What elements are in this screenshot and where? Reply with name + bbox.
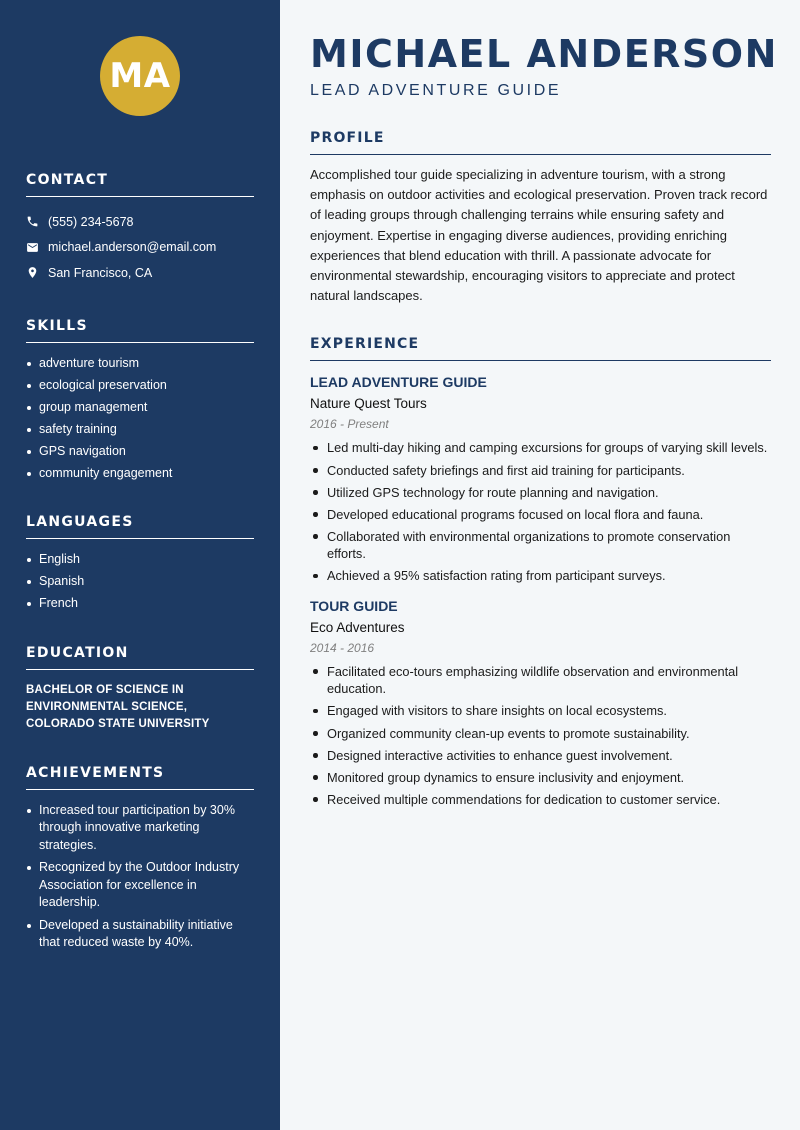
job-bullet: Facilitated eco-tours emphasizing wildlife observation and environmental education. — [310, 663, 771, 698]
languages-heading: LANGUAGES — [26, 514, 254, 539]
experience-section — [310, 336, 771, 808]
profile-text: Accomplished tour guide specializing in adventure tourism, with a strong emphasis on outdoor activities and ecological preservation. Proven track record of leading groups through challenging terrains while ensuring safety and enjoyment. Expertise in engaging diverse audiences, providing enriching experiences that blend education with thrill. A passionate advocate for environmental stewardship, encouraging visitors to appreciate and protect natural landscapes. — [310, 167, 768, 304]
job-bullet: Monitored group dynamics to ensure inclusivity and enjoyment. — [310, 769, 771, 787]
job-bullets — [310, 663, 771, 808]
job-bullet: Developed educational programs focused on local flora and fauna. — [310, 506, 771, 524]
skills-heading: SKILLS — [26, 318, 254, 343]
main-content — [280, 0, 800, 1130]
contact-email — [26, 235, 254, 261]
language-item: French — [26, 595, 254, 613]
profile-heading: PROFILE — [310, 130, 771, 155]
job-bullets — [310, 439, 771, 584]
phone-text: (555) 234-5678 — [48, 214, 134, 229]
email-text: michael.anderson@email.com — [48, 240, 217, 255]
job-bullet: Organized community clean-up events to promote sustainability. — [310, 725, 771, 743]
job-bullet: Received multiple commendations for dedication to customer service. — [310, 791, 771, 809]
languages-list — [26, 551, 254, 613]
achievements-list — [26, 802, 254, 952]
contact-location — [26, 260, 254, 286]
skill-item: GPS navigation — [26, 443, 254, 461]
skill-item: safety training — [26, 421, 254, 439]
job-entry — [310, 597, 771, 808]
job-dates: 2016 - Present — [310, 417, 389, 432]
skill-item: ecological preservation — [26, 377, 254, 395]
achievement-item: Recognized by the Outdoor Industry Association for excellence in leadership. — [26, 859, 254, 912]
job-company: Eco Adventures — [310, 619, 405, 635]
education-degree: BACHELOR OF SCIENCE IN ENVIRONMENTAL SCIENCE, COLORADO STATE UNIVERSITY — [26, 683, 210, 730]
location-pin-icon — [26, 266, 39, 279]
job-bullet: Collaborated with environmental organizations to promote conservation efforts. — [310, 528, 771, 563]
sidebar — [0, 0, 280, 1130]
experience-heading: EXPERIENCE — [310, 336, 771, 361]
job-bullet: Achieved a 95% satisfaction rating from participant surveys. — [310, 567, 771, 585]
achievements-section — [26, 765, 254, 952]
achievement-item: Developed a sustainability initiative that reduced waste by 40%. — [26, 917, 254, 952]
job-bullet: Conducted safety briefings and first aid training for participants. — [310, 462, 771, 480]
contact-heading: CONTACT — [26, 172, 254, 197]
candidate-name: MICHAEL ANDERSON — [310, 32, 778, 76]
education-heading: EDUCATION — [26, 645, 254, 670]
avatar: MA — [100, 36, 180, 116]
job-bullet: Engaged with visitors to share insights on local ecosystems. — [310, 702, 771, 720]
achievements-heading: ACHIEVEMENTS — [26, 765, 254, 790]
job-bullet: Designed interactive activities to enhance guest involvement. — [310, 747, 771, 765]
location-text: San Francisco, CA — [48, 265, 153, 280]
job-title: TOUR GUIDE — [310, 597, 398, 614]
skill-item: group management — [26, 399, 254, 417]
email-icon — [26, 241, 39, 254]
languages-section — [26, 514, 254, 613]
contact-phone — [26, 209, 254, 235]
language-item: Spanish — [26, 573, 254, 591]
job-title: LEAD ADVENTURE GUIDE — [310, 374, 487, 391]
skills-section — [26, 318, 254, 483]
candidate-title: LEAD ADVENTURE GUIDE — [310, 82, 562, 99]
job-bullet: Led multi-day hiking and camping excursions for groups of varying skill levels. — [310, 439, 771, 457]
language-item: English — [26, 551, 254, 569]
job-bullet: Utilized GPS technology for route planning and navigation. — [310, 484, 771, 502]
contact-section — [26, 172, 254, 286]
education-section — [26, 645, 254, 733]
skill-item: community engagement — [26, 465, 254, 483]
phone-icon — [26, 215, 39, 228]
job-company: Nature Quest Tours — [310, 396, 427, 412]
achievement-item: Increased tour participation by 30% through innovative marketing strategies. — [26, 802, 254, 855]
skills-list — [26, 355, 254, 483]
job-entry — [310, 373, 771, 584]
job-dates: 2014 - 2016 — [310, 640, 375, 655]
skill-item: adventure tourism — [26, 355, 254, 373]
profile-section — [310, 130, 771, 306]
